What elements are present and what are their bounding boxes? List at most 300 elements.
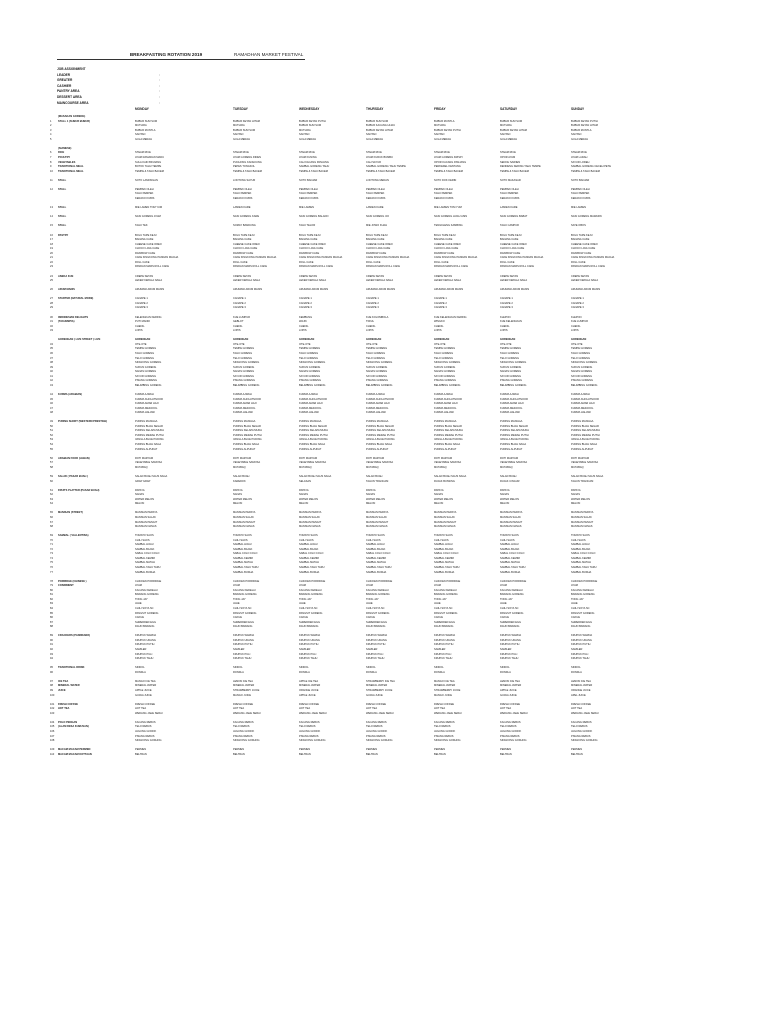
menu-cell: KURMA KHOLATNOOR bbox=[299, 397, 327, 401]
menu-row bbox=[0, 288, 768, 293]
menu-cell: KRUPUK WARNA bbox=[571, 634, 593, 638]
menu-section bbox=[0, 288, 768, 293]
menu-cell: GUAVA JUICE bbox=[135, 693, 152, 697]
menu-cell: PUDING BUAH SEGAR bbox=[299, 424, 327, 428]
menu-cell: TOMATO SAOS bbox=[299, 534, 318, 538]
menu-cell: SOTO BANJAR bbox=[299, 178, 318, 182]
menu-cell: PUTI MANDI bbox=[135, 320, 150, 324]
menu-cell: VEGETABLE SAMOSA bbox=[434, 461, 462, 465]
menu-cell: BUBUR KETAN HITAM bbox=[233, 119, 260, 123]
category-label: FRUITS PLATTER (PASAR BUAH) bbox=[58, 488, 100, 492]
menu-cell: PUDING BUAH NAGA bbox=[434, 443, 461, 447]
menu-cell: CHENIL bbox=[434, 324, 444, 328]
menu-cell: APPLE JUICE bbox=[500, 688, 517, 692]
menu-cell: TAHU PEMPEK bbox=[434, 192, 453, 196]
menu-cell: MANISAN PEPAYA bbox=[233, 511, 256, 515]
row-number: 27 bbox=[50, 297, 53, 301]
row-number: 110 bbox=[50, 752, 55, 756]
menu-cell: AYAM bbox=[571, 584, 578, 588]
menu-cell: MUTIARA bbox=[500, 124, 512, 128]
menu-cell: TAHU PEMPEK bbox=[500, 192, 519, 196]
menu-cell: MANGO JUICE bbox=[233, 693, 252, 697]
menu-cell: KRUPUK WARNA bbox=[233, 634, 255, 638]
menu-cell: BOTOK TAHU TEMPE bbox=[135, 165, 162, 169]
menu-cell: BOLU TAPE KEJU bbox=[233, 233, 255, 237]
menu-cell: KACANG REBUS bbox=[366, 720, 387, 724]
menu-cell: KRUPUK PULI bbox=[571, 652, 589, 656]
menu-cell: CHICKEN PORRIDGE bbox=[299, 579, 326, 583]
menu-cell: PERMEN bbox=[500, 748, 512, 752]
menu-cell: HOT TEA bbox=[299, 707, 311, 711]
menu-cell: TAHUN TRANCAM bbox=[571, 479, 594, 483]
menu-cell: JAGUNG GODOK bbox=[299, 730, 321, 733]
menu-cell: MINERAL WATER bbox=[135, 684, 157, 688]
menu-cell: JAHE bbox=[571, 602, 578, 606]
menu-cell: TELO GORENG bbox=[500, 356, 520, 360]
menu-cell: ROTI MARYAM bbox=[135, 456, 154, 460]
menu-cell: PANGSIT GORENG bbox=[571, 611, 595, 615]
menu-cell: SAMBAL BAJAK bbox=[500, 547, 520, 551]
menu-cell: SHREDDED EGG bbox=[135, 620, 157, 624]
row-number: 35 bbox=[50, 347, 53, 351]
info-value: : bbox=[159, 100, 160, 105]
menu-cell: WATER MELON bbox=[500, 497, 520, 501]
row-number: 24 bbox=[50, 274, 53, 278]
menu-cell: MANISAN PENGIT bbox=[135, 520, 158, 524]
menu-cell: JAGUNG GODOK bbox=[500, 730, 522, 733]
menu-cell: KRUPUK PUTIH bbox=[366, 643, 386, 647]
menu-section bbox=[0, 534, 768, 575]
menu-cell: WATER MELON bbox=[135, 497, 155, 501]
menu-cell: OTE-OTE bbox=[571, 342, 583, 346]
info-row bbox=[57, 101, 177, 107]
menu-cell: DAUN BAWANG bbox=[299, 625, 319, 629]
menu-cell: CREPE SETAN bbox=[500, 274, 519, 278]
menu-cell: RAINBOW CAKE bbox=[571, 251, 592, 255]
menu-cell: STRAWBERRY JUICE bbox=[434, 688, 461, 692]
row-number: 19 bbox=[50, 247, 53, 251]
row-number: 16 bbox=[50, 233, 53, 237]
menu-cell: LEKER KEPALA NAGA bbox=[299, 279, 327, 283]
menu-cell: MANISAN NANAS bbox=[299, 525, 321, 529]
menu-cell: SAMBAL BAJAK bbox=[233, 547, 253, 551]
menu-cell: ROLL CAKE bbox=[233, 260, 248, 264]
menu-cell: WATER MELON bbox=[571, 497, 591, 501]
menu-cell: BUBUR KETAN HITAM bbox=[500, 128, 527, 132]
menu-cell: KUE LUMPUR bbox=[571, 320, 589, 324]
row-number: 85 bbox=[50, 611, 53, 615]
menu-cell: NANAS bbox=[233, 493, 242, 497]
menu-cell: SAMBAL KEMIRI bbox=[571, 556, 592, 560]
menu-cell: KUE KELENGKAN bbox=[500, 320, 522, 324]
row-number: 87 bbox=[50, 620, 53, 624]
menu-cell: BANANA CAKE bbox=[500, 238, 519, 242]
category-label: (TAKJEMPIA) bbox=[58, 320, 75, 324]
menu-cell: MANISAN SALAK bbox=[233, 515, 254, 519]
menu-cell: LAMIEN KARE bbox=[500, 206, 518, 210]
menu-cell: GULA MERAH bbox=[434, 137, 452, 141]
menu-cell: SINGKONG GODHOG bbox=[299, 739, 326, 743]
category-label: INDONESIAN DELIGHTS bbox=[58, 315, 89, 319]
menu-cell: CANAPE 2 bbox=[135, 301, 148, 305]
menu-cell: TEMPE GORENG bbox=[434, 347, 456, 351]
menu-cell: NANAS GORENG bbox=[135, 370, 157, 374]
row-number: 36 bbox=[50, 352, 53, 355]
category-label: TRADITIONAL DRINK bbox=[58, 666, 85, 670]
menu-cell: CHEESE CAKE OREO bbox=[571, 242, 598, 246]
menu-cell: MINERAL WATER bbox=[299, 684, 321, 688]
menu-cell: KACANG REBUS bbox=[434, 720, 455, 724]
menu-cell: ARUMANI ARUM MANIS bbox=[571, 288, 601, 292]
menu-cell: SINGKONG GODHOG bbox=[571, 739, 598, 743]
menu-cell: LOPIS bbox=[571, 329, 579, 333]
menu-cell: CHICKEN PORRIDGE bbox=[500, 579, 527, 583]
menu-cell: NANAS GORENG bbox=[500, 370, 522, 374]
category-label: ARUM MANIS bbox=[58, 288, 75, 292]
menu-cell: SHREDDED EGG bbox=[571, 620, 593, 624]
category-label: KURMA (ARABIAN) bbox=[58, 392, 82, 396]
menu-cell: TENGKLENG KAMBING bbox=[434, 224, 463, 228]
menu-cell: SALAD BUAH bbox=[500, 474, 517, 478]
menu-cell: GORENGAN bbox=[366, 338, 382, 342]
menu-cell: BAWANG GORENG bbox=[434, 593, 458, 597]
menu-cell: SINDOL bbox=[434, 666, 444, 670]
row-number: 14 bbox=[50, 215, 53, 219]
menu-cell: JAHE bbox=[500, 602, 507, 606]
assignment-info bbox=[57, 67, 177, 106]
menu-cell: RONDLA bbox=[233, 670, 244, 674]
menu-cell: SAMBAL MATAH bbox=[299, 561, 319, 565]
menu-section bbox=[0, 634, 768, 661]
menu-cell: AYAM bbox=[233, 584, 240, 588]
menu-cell: SHREDDED EGG bbox=[434, 620, 456, 624]
menu-cell: KURMA HALAWI bbox=[434, 411, 454, 415]
menu-cell: PEMPEK OLEH bbox=[434, 187, 453, 191]
menu-cell: PANGSIT GORENG bbox=[299, 611, 323, 615]
menu-section bbox=[0, 703, 768, 717]
menu-cell: TELO GORENG bbox=[299, 356, 319, 360]
menu-cell: BANANA CAKE bbox=[571, 238, 590, 242]
menu-cell: SINGKONG GORENG bbox=[366, 361, 393, 365]
menu-cell: BOLU TAPE KEJU bbox=[299, 233, 321, 237]
menu-cell: SAMBAL TAHU TARU bbox=[500, 566, 526, 570]
menu-cell: SAMILER bbox=[233, 647, 245, 651]
menu-row bbox=[0, 694, 768, 699]
day-header: THURSDAY bbox=[366, 107, 384, 111]
menu-cell: PUDING BUAH NAGA bbox=[571, 443, 598, 447]
menu-cell: SALAD BUAH SAUS NAGA bbox=[571, 474, 604, 478]
menu-cell: PEMPEK OLEH bbox=[135, 187, 154, 191]
menu-cell: ARUMANI ARUM MANIS bbox=[135, 288, 165, 292]
menu-cell: TOMATO SAOS bbox=[366, 534, 385, 538]
menu-cell: TONG JAY bbox=[500, 597, 513, 601]
menu-cell: SABAL COLO COLO bbox=[299, 552, 324, 556]
info-label: GREATER bbox=[57, 78, 73, 83]
menu-cell: KACANG REBUS bbox=[571, 720, 592, 724]
menu-cell: SUKUN GORENG bbox=[434, 365, 456, 369]
row-number: 61 bbox=[50, 488, 53, 492]
menu-cell: SATE OBOS bbox=[571, 224, 586, 228]
menu-cell: PERMEN bbox=[366, 748, 378, 752]
menu-cell: PEMPEK OLEH bbox=[366, 187, 385, 191]
menu-cell: PUDING BUAH NAGA bbox=[135, 443, 162, 447]
menu-cell: MANISAN NANAS bbox=[500, 525, 522, 529]
menu-cell: AYAM bbox=[500, 584, 507, 588]
menu-cell: MANISAN PEPAYA bbox=[366, 511, 389, 515]
menu-cell: LEMON ICE TEA bbox=[233, 679, 253, 683]
menu-cell: MELON bbox=[500, 502, 510, 506]
menu-cell: PUDING MANGGA bbox=[571, 420, 594, 424]
menu-cell: AYAM bbox=[135, 584, 142, 588]
menu-cell: NASI GORENG AYAM bbox=[135, 215, 161, 219]
row-number: 13 bbox=[50, 206, 53, 210]
menu-section bbox=[0, 147, 768, 174]
menu-cell: MUTIARA bbox=[233, 124, 245, 128]
menu-cell: TIWUL bbox=[366, 320, 375, 324]
row-number: 62 bbox=[50, 493, 53, 497]
menu-cell: PISANG GORENG bbox=[233, 379, 256, 383]
menu-cell: WEDANG JAHE SERAI bbox=[135, 711, 163, 715]
menu-cell: BAWANG GORENG bbox=[299, 593, 323, 597]
menu-cell: PANGSIT GORENG bbox=[366, 611, 390, 615]
menu-cell: MANISAN SALAK bbox=[500, 515, 521, 519]
menu-cell: KRUPUK WARNA bbox=[135, 634, 157, 638]
menu-cell: KURMA AMAR HAJI bbox=[299, 402, 323, 406]
row-number: 18 bbox=[50, 242, 53, 246]
menu-cell: MANISAN SALAK bbox=[299, 515, 320, 519]
row-number: 28 bbox=[50, 301, 53, 305]
menu-cell: CHOCO LAVA CAKE bbox=[500, 247, 525, 251]
menu-cell: LONTONG MEDAN bbox=[366, 178, 389, 182]
menu-cell: CANAPE 3 bbox=[299, 306, 312, 310]
menu-cell: TELO REBUS bbox=[571, 725, 588, 729]
row-number: 82 bbox=[50, 597, 53, 601]
menu-cell: KRUPUK WARNA bbox=[434, 634, 456, 638]
menu-cell: PUDING MERAH PUTIH bbox=[135, 433, 164, 437]
category-label: RICE bbox=[58, 151, 65, 155]
menu-section bbox=[0, 680, 768, 698]
menu-cell: CAKUE bbox=[233, 616, 242, 620]
menu-section bbox=[0, 393, 768, 416]
menu-cell: TELO REBUS bbox=[233, 725, 250, 729]
menu-cell: DAUN BAWANG bbox=[233, 625, 253, 629]
menu-cell: MINERAL WATER bbox=[571, 684, 593, 688]
menu-cell: JAGUNG GODOK bbox=[233, 730, 255, 733]
menu-cell: CANAPE 3 bbox=[135, 306, 148, 310]
menu-cell: KRUPUK TAHU bbox=[233, 657, 252, 661]
menu-cell: GULA MERAH bbox=[366, 137, 384, 141]
menu-cell: PISANG GORENG bbox=[434, 379, 457, 383]
menu-cell: PUDING MANGGA bbox=[233, 420, 256, 424]
menu-cell: PANGSIT GORENG bbox=[135, 611, 159, 615]
menu-cell: TAHU TEK bbox=[135, 224, 148, 228]
menu-cell: CAH KACANG PANJANG bbox=[299, 160, 329, 164]
row-number: 45 bbox=[50, 397, 53, 401]
menu-cell: CHOCO LAVA CAKE bbox=[233, 247, 258, 251]
menu-cell: PUDING KELAPA MUDA bbox=[434, 429, 463, 433]
menu-cell: AYAM GORENG INDEN bbox=[233, 155, 262, 159]
menu-cell: TONG JAY bbox=[366, 597, 379, 601]
menu-cell: CHILI SOYA SC bbox=[233, 607, 252, 610]
row-number: 64 bbox=[50, 502, 53, 506]
menu-cell: KURMA AJWAH bbox=[500, 392, 519, 396]
menu-cell: KERAKO KUBIS bbox=[233, 196, 253, 200]
menu-cell: AYAM KURUK BUMBU bbox=[366, 155, 393, 159]
menu-cell: SAMBAL BAJAK bbox=[571, 547, 591, 551]
menu-cell: PERMEN bbox=[571, 748, 583, 752]
menu-cell: CANAPE 2 bbox=[434, 301, 447, 305]
menu-cell: CAKUE bbox=[434, 616, 443, 620]
menu-cell: WEDANG JAHE SERAI bbox=[571, 711, 599, 715]
menu-cell: VANILLA BLUE PUDING bbox=[135, 438, 164, 442]
menu-cell: TONG JAY bbox=[434, 597, 447, 601]
menu-cell: KACANG KEDELAI bbox=[233, 588, 256, 592]
category-label: STALL bbox=[58, 224, 67, 228]
menu-cell: SHREDDED EGG bbox=[500, 620, 522, 624]
menu-cell: MUTABAQ bbox=[299, 465, 312, 469]
menu-row bbox=[0, 329, 768, 334]
menu-cell: DAUN BAWANG bbox=[571, 625, 591, 629]
menu-cell: PISANG GORENG bbox=[135, 379, 158, 383]
row-number: 59 bbox=[50, 474, 53, 478]
menu-cell: SAMBAL BAJAK bbox=[434, 547, 454, 551]
menu-cell: NANAS GORENG bbox=[366, 370, 388, 374]
menu-cell: CHEESE CAKE OREO bbox=[366, 242, 393, 246]
menu-cell: CANAPE 3 bbox=[571, 306, 584, 310]
menu-cell: SAMBAL HIJAU bbox=[434, 543, 453, 547]
menu-cell: MANISAN PENGIT bbox=[434, 520, 457, 524]
menu-cell: GULA MERAH bbox=[500, 137, 518, 141]
row-number: 91 bbox=[50, 643, 53, 647]
menu-cell: RONDLA bbox=[299, 670, 310, 674]
menu-cell: SAMBAL GORENG CECEH PETE bbox=[571, 165, 611, 169]
menu-cell: VEGETABLE SAMOSA bbox=[500, 461, 528, 465]
menu-section bbox=[0, 316, 768, 334]
menu-cell: LEMON ICE TEA bbox=[571, 679, 591, 683]
menu-cell: NASI GORENG HIJAU ASIN bbox=[434, 215, 468, 219]
menu-cell: ROLL CAKE bbox=[299, 260, 314, 264]
menu-cell: SINDOL bbox=[571, 666, 581, 670]
category-label: PORRIDGE (CHINESE ) bbox=[58, 579, 87, 583]
menu-cell: PUDING BUAH NAGA bbox=[299, 443, 326, 447]
menu-cell: KERAKO KUBIS bbox=[500, 196, 520, 200]
menu-cell: PISANG REBUS bbox=[366, 734, 386, 738]
menu-cell: KRUPUK PULI bbox=[366, 652, 384, 656]
row-number: 106 bbox=[50, 730, 55, 733]
menu-cell: PUDING KELAPA MUDA bbox=[366, 429, 395, 433]
menu-cell: JAHE bbox=[135, 602, 142, 606]
menu-cell: CHILI SAOS bbox=[135, 538, 150, 542]
menu-cell: CHICKEN PORRIDGE bbox=[571, 579, 598, 583]
menu-cell: BUBUR MUNTLA bbox=[434, 119, 455, 123]
menu-cell: CAKE KINGKONG PANDAN MACHA bbox=[434, 256, 478, 260]
row-number: 46 bbox=[50, 402, 53, 406]
menu-cell: SAMBAL TAHU TARU bbox=[299, 566, 325, 570]
row-number: 52 bbox=[50, 433, 53, 437]
menu-cell: BELTRAN bbox=[434, 752, 446, 756]
menu-cell: TAHU GORENG bbox=[500, 352, 520, 355]
menu-cell: KURMA MEDJOOL bbox=[434, 406, 457, 410]
menu-cell: CHICKEN PORRIDGE bbox=[135, 579, 162, 583]
menu-cell: MELON bbox=[434, 502, 444, 506]
menu-cell: KURMA AMAR HAJI bbox=[500, 402, 524, 406]
menu-cell: SAMBAL HIJAU bbox=[500, 543, 519, 547]
menu-cell: SAMBAL MATAH bbox=[135, 561, 155, 565]
menu-cell: NASI GORENG KARE bbox=[233, 215, 260, 219]
menu-cell: KURMA AMAR HAJI bbox=[366, 402, 390, 406]
menu-cell: RONDLA bbox=[135, 670, 146, 674]
menu-cell: SAMBAL GORENG TAHU bbox=[299, 165, 330, 169]
menu-cell: SINGKONG GODHOG bbox=[366, 739, 393, 743]
menu-cell: JAGUNG GODOK bbox=[135, 730, 157, 733]
menu-cell: PANGSIT GORENG bbox=[500, 611, 524, 615]
row-number: 100 bbox=[50, 693, 55, 697]
menu-cell: TAHU GORENG bbox=[571, 352, 591, 355]
menu-cell: TAHU PEMPEK bbox=[299, 192, 318, 196]
menu-cell: APPLE JUICE bbox=[135, 688, 152, 692]
category-label: MACAM MACAM KOTTAAN bbox=[58, 752, 92, 756]
menu-section bbox=[0, 666, 768, 675]
menu-cell: MUTABAQ bbox=[500, 465, 513, 469]
menu-cell: NANAS bbox=[571, 493, 580, 497]
menu-cell: GULA MERAH bbox=[299, 137, 317, 141]
category-label: CONDIMENT bbox=[58, 584, 74, 588]
menu-cell: WINGKO bbox=[434, 320, 445, 324]
menu-cell: SOTO BANJAR bbox=[571, 178, 590, 182]
menu-cell: SOTO LAMONGAN bbox=[135, 178, 158, 182]
menu-section bbox=[0, 215, 768, 220]
menu-row bbox=[0, 502, 768, 507]
menu-cell: FRESH COFFEE bbox=[135, 702, 156, 706]
menu-cell: SINGKONG GORENG bbox=[434, 361, 461, 365]
menu-cell: MANGO JUICE bbox=[434, 693, 453, 697]
menu-cell: BELIMBING GORENG bbox=[299, 383, 326, 387]
category-label: ANEKA KUE bbox=[58, 274, 74, 278]
menu-cell: PANGSIT GORENG bbox=[434, 611, 458, 615]
row-number: 37 bbox=[50, 356, 53, 360]
menu-cell: MELON bbox=[299, 502, 309, 506]
menu-cell: PUDING KELAPA MUDA bbox=[233, 429, 262, 433]
menu-cell: BELIMBING GORENG bbox=[500, 383, 527, 387]
menu-cell: PUDING ALPUKAT bbox=[135, 447, 158, 451]
menu-cell: CANAPE 2 bbox=[366, 301, 379, 305]
menu-cell: GULA MERAH bbox=[233, 137, 251, 141]
menu-cell: BAWANG GORENG bbox=[500, 593, 524, 597]
menu-cell: STRAWBERRY JUICE bbox=[233, 688, 260, 692]
menu-cell: TAHU GORENG bbox=[434, 352, 454, 355]
menu-cell: SAMILER bbox=[366, 647, 378, 651]
menu-cell: SAYUR LODEH bbox=[571, 160, 590, 164]
menu-cell: TAHU TELOR bbox=[299, 224, 316, 228]
menu-cell: KRUPUK UDANG bbox=[571, 638, 592, 642]
menu-cell: KURMA KHOLATNOOR bbox=[233, 397, 261, 401]
row-number: 33 bbox=[50, 329, 53, 333]
menu-cell: BANANA CAKE bbox=[135, 238, 154, 242]
menu-cell: PAPAYA bbox=[434, 488, 444, 492]
menu-cell: BOLU TAPE KEJU bbox=[366, 233, 388, 237]
menu-cell: STEAM RICE bbox=[571, 151, 587, 155]
menu-cell: LEMON ICE TEA bbox=[500, 679, 520, 683]
menu-cell: WEDANG JAHE SERAI bbox=[434, 711, 462, 715]
menu-cell: BELIMBING GORENG bbox=[434, 383, 461, 387]
menu-cell: KURMA MEDJOOL bbox=[571, 406, 594, 410]
menu-cell: PANDAN MARS ROLL CAKE bbox=[434, 265, 469, 269]
menu-cell: TEMPE GORENG bbox=[233, 347, 255, 351]
title-divider bbox=[57, 59, 305, 60]
menu-cell: CAKE KINGKONG PANDAN MACHA bbox=[233, 256, 277, 260]
menu-section bbox=[0, 338, 768, 388]
menu-cell: PUDING BUAH SEGAR bbox=[500, 424, 528, 428]
